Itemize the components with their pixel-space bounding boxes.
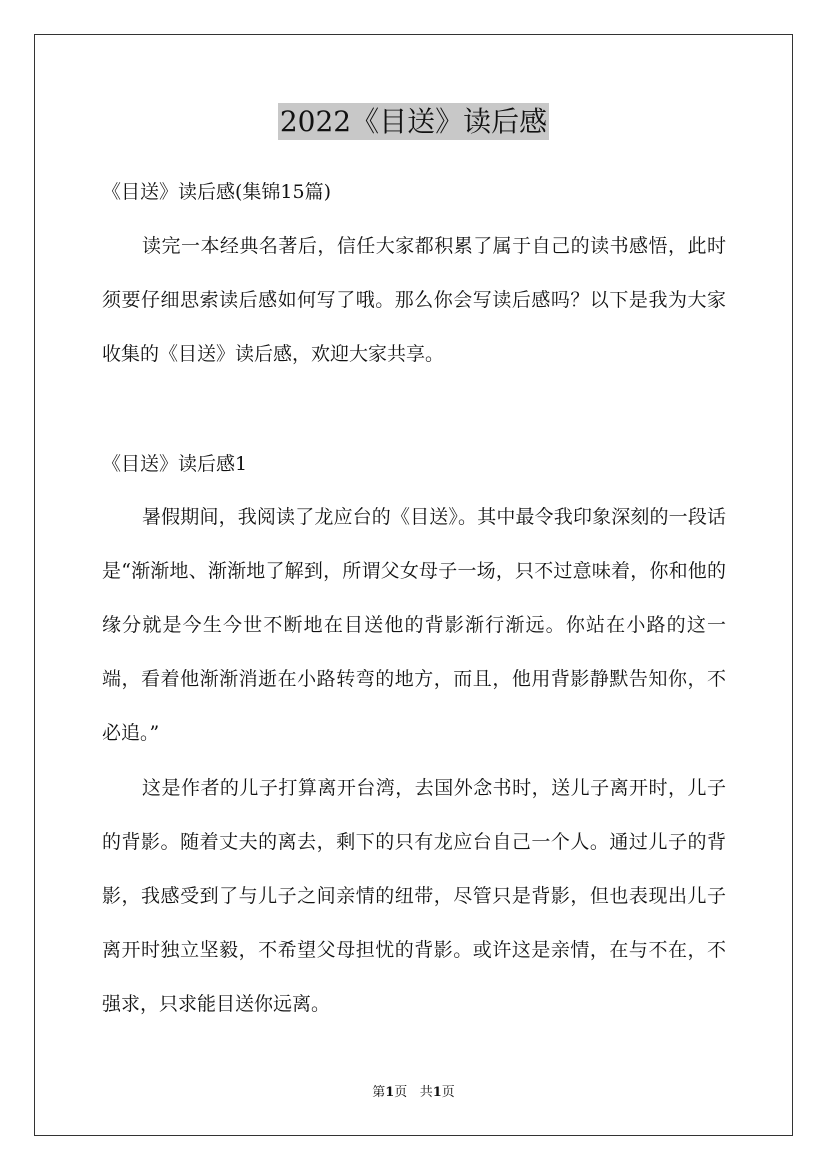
body-paragraph-1: 暑假期间，我阅读了龙应台的《目送》。其中最令我印象深刻的一段话是“渐渐地、渐渐地了解到，所谓父女母子一场，只不过意味着，你和他的缘分就是今生今世不断地在目送他的背影渐行渐远。你站在小路的这一端，看着他渐渐消逝在小路转弯的地方，而且，他用背影静默告知你，不必追。” — [102, 506, 726, 744]
document-title-text: 2022《目送》读后感 — [279, 105, 548, 138]
footer-page-current: 1 — [385, 1085, 395, 1100]
footer-label-2: 页 共 — [394, 1085, 433, 1100]
footer-label-1: 第 — [372, 1085, 386, 1100]
document-subtitle: 《目送》读后感(集锦15篇) — [102, 181, 332, 203]
body-paragraph-2: 这是作者的儿子打算离开台湾，去国外念书时，送儿子离开时，儿子的背影。随着丈夫的离去，剩下的只有龙应台自己一个人。通过儿子的背影，我感受到了与儿子之间亲情的纽带，尽管只是背影，但也表现出儿子离开时独立坚毅，不希望父母担忧的背影。或许这是亲情，在与不在，不强求，只求能目送你远离。 — [102, 777, 726, 1015]
document-title — [0, 100, 827, 144]
page-footer — [0, 1084, 827, 1102]
footer-label-3: 页 — [441, 1085, 455, 1100]
intro-paragraph: 读完一本经典名著后，信任大家都积累了属于自己的读书感悟，此时须要仔细思索读后感如何写了哦。那么你会写读后感吗？以下是我为大家收集的《目送》读后感，欢迎大家共享。 — [102, 235, 726, 365]
section-heading: 《目送》读后感1 — [102, 453, 248, 475]
footer-page-total: 1 — [432, 1085, 442, 1100]
